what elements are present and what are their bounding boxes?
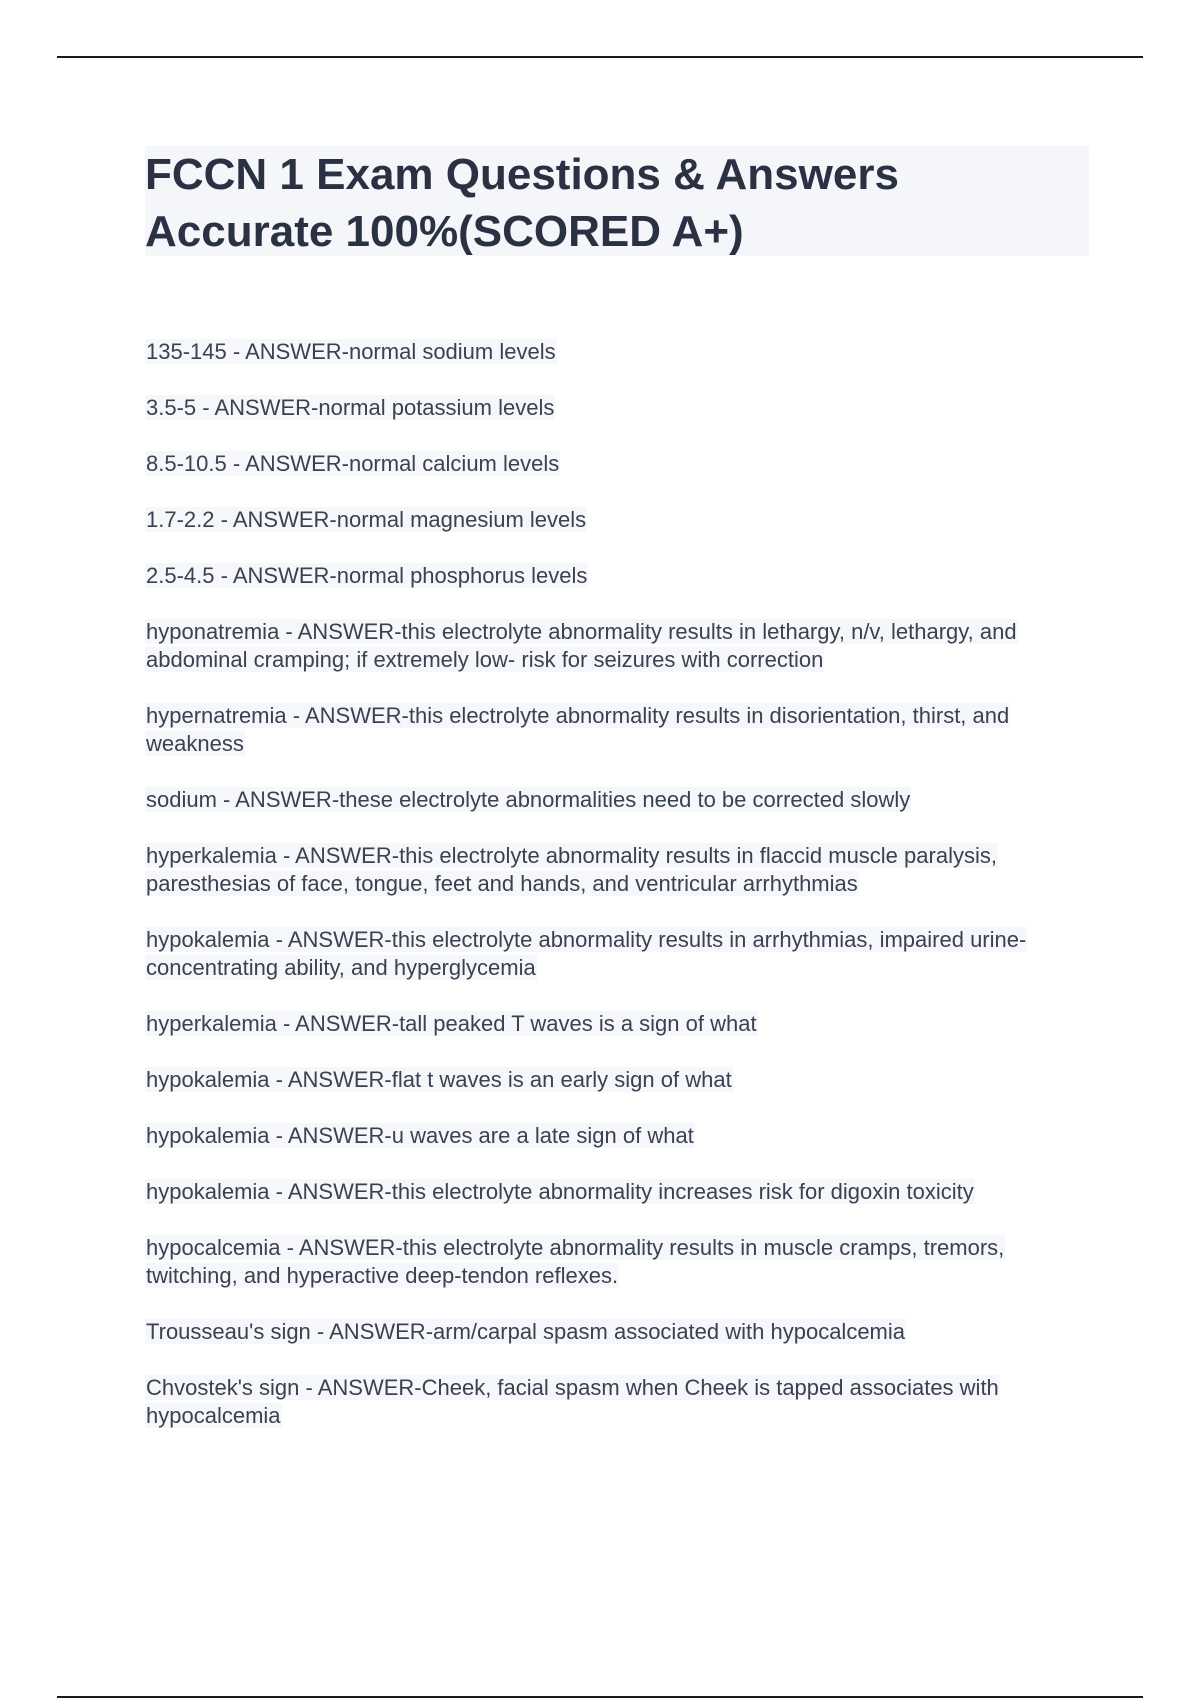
list-item: [145, 702, 1089, 758]
list-item-text: 3.5-5 - ANSWER-normal potassium levels: [146, 395, 555, 420]
list-item: [145, 506, 1089, 534]
page-title: FCCN 1 Exam Questions & Answers Accurate 100%(SCORED A+): [145, 150, 899, 256]
list-item: [145, 1234, 1089, 1290]
list-item: [145, 842, 1089, 898]
list-item-text: hyperkalemia - ANSWER-this electrolyte abnormality results in flaccid muscle paralysis, paresthesias of face, tongue, feet and hands, and ventricular arrhythmias: [146, 843, 997, 896]
list-item-text: hypokalemia - ANSWER-u waves are a late sign of what: [146, 1123, 694, 1148]
title-block: [145, 146, 1089, 256]
list-item-text: 1.7-2.2 - ANSWER-normal magnesium levels: [146, 507, 587, 532]
bottom-divider: [57, 1696, 1143, 1698]
list-item-text: hypokalemia - ANSWER-flat t waves is an early sign of what: [146, 1067, 732, 1092]
qa-list: [145, 338, 1089, 1458]
list-item: [145, 1374, 1089, 1430]
list-item-text: hypokalemia - ANSWER-this electrolyte abnormality increases risk for digoxin toxicity: [146, 1179, 974, 1204]
list-item-text: Trousseau's sign - ANSWER-arm/carpal spasm associated with hypocalcemia: [146, 1319, 905, 1344]
list-item-text: hypokalemia - ANSWER-this electrolyte abnormality results in arrhythmias, impaired urine-concentrating ability, and hyperglycemia: [146, 927, 1027, 980]
list-item-text: hyponatremia - ANSWER-this electrolyte abnormality results in lethargy, n/v, lethargy, and abdominal cramping; if extremely low- risk for seizures with correction: [146, 619, 1017, 672]
list-item: [145, 1010, 1089, 1038]
list-item: [145, 1122, 1089, 1150]
top-divider: [57, 56, 1143, 58]
list-item: [145, 338, 1089, 366]
list-item: [145, 394, 1089, 422]
list-item-text: hypernatremia - ANSWER-this electrolyte abnormality results in disorientation, thirst, and weakness: [146, 703, 1010, 756]
list-item-text: 2.5-4.5 - ANSWER-normal phosphorus levels: [146, 563, 588, 588]
list-item-text: Chvostek's sign - ANSWER-Cheek, facial spasm when Cheek is tapped associates with hypocalcemia: [146, 1375, 999, 1428]
list-item: [145, 786, 1089, 814]
list-item-text: sodium - ANSWER-these electrolyte abnormalities need to be corrected slowly: [146, 787, 911, 812]
list-item-text: 8.5-10.5 - ANSWER-normal calcium levels: [146, 451, 560, 476]
list-item: [145, 618, 1089, 674]
list-item-text: hyperkalemia - ANSWER-tall peaked T waves is a sign of what: [146, 1011, 757, 1036]
list-item: [145, 562, 1089, 590]
list-item: [145, 450, 1089, 478]
list-item: [145, 926, 1089, 982]
list-item: [145, 1178, 1089, 1206]
list-item-text: 135-145 - ANSWER-normal sodium levels: [146, 339, 556, 364]
list-item-text: hypocalcemia - ANSWER-this electrolyte abnormality results in muscle cramps, tremors, twitching, and hyperactive deep-tendon reflexes.: [146, 1235, 1005, 1288]
list-item: [145, 1066, 1089, 1094]
list-item: [145, 1318, 1089, 1346]
